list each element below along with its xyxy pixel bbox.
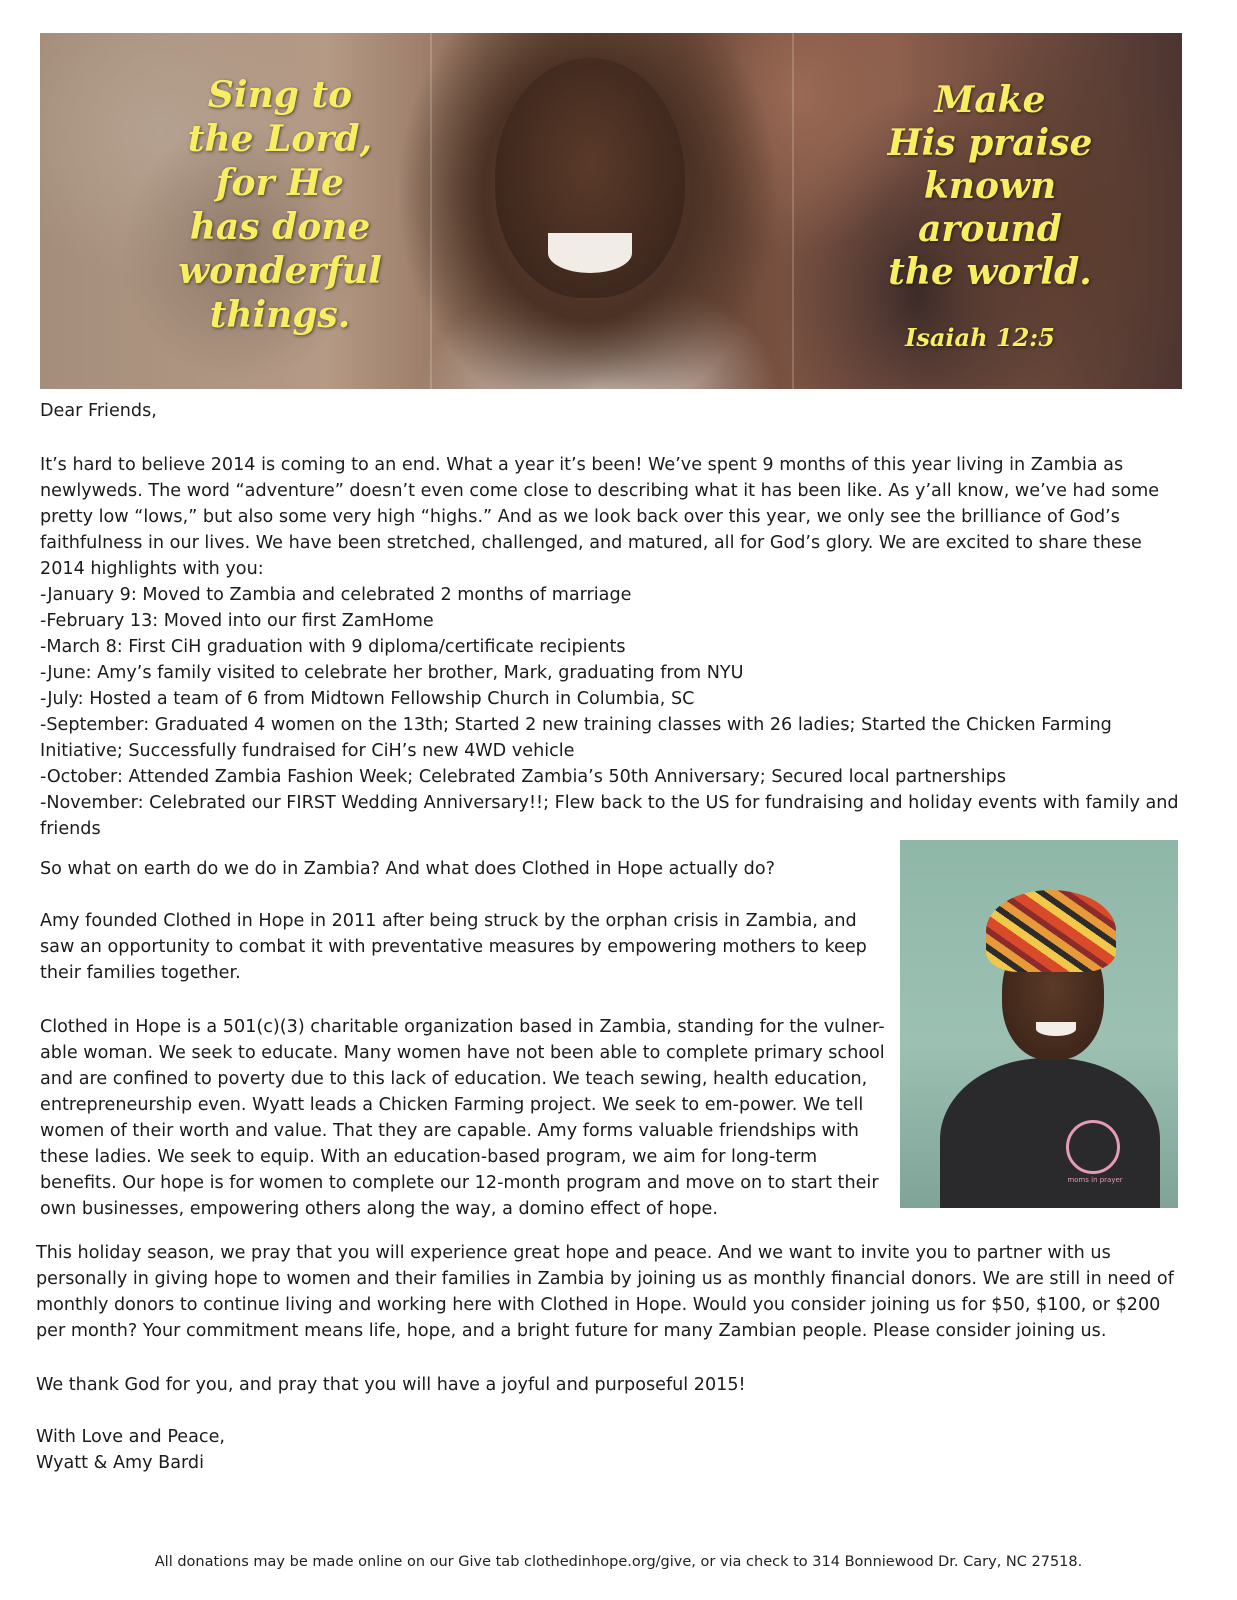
smile-shape [548, 233, 632, 273]
highlight-item: -March 8: First CiH graduation with 9 diploma/certificate recipients [40, 637, 626, 657]
highlights-list [40, 582, 1190, 842]
donation-ask-paragraph: This holiday season, we pray that you will experience great hope and peace. And we want to invite you to partner with us personally in giving hope to women and their families in Zambia by joining us as monthly financial donors. We are still in need of monthly donors to continue living and working here with Clothed in Hope. Would you consider joining us for $50, $100, or $200 per month? Your commitment means life, hope, and a bright future for many Zambian people. Please consider joining us. [36, 1243, 1174, 1341]
founding-paragraph: Amy founded Clothed in Hope in 2011 after being struck by the orphan crisis in Zambia, and saw an opportunity to combat it with preventative measures by empowering mothers to keep their families together. [40, 911, 867, 983]
banner-quote-left: Sing to the Lord, for He has done wonderful things. [178, 74, 382, 336]
question-paragraph: So what on earth do we do in Zambia? And what does Clothed in Hope actually do? [40, 859, 775, 879]
highlight-item: -October: Attended Zambia Fashion Week; Celebrated Zambia’s 50th Anniversary; Secured local partnerships [40, 767, 1006, 787]
letter-signature: With Love and Peace, Wyatt & Amy Bardi [36, 1427, 225, 1473]
highlight-item: -June: Amy’s family visited to celebrate her brother, Mark, graduating from NYU [40, 663, 744, 683]
mission-paragraph: Clothed in Hope is a 501(c)(3) charitable organization based in Zambia, standing for the vulner-able woman. We seek to educate. Many women have not been able to complete primary school and are confined to poverty due to this lack of education. We teach sewing, health education, entrepreneurship even. Wyatt leads a Chicken Farming project. We seek to em-power. We tell women of their worth and value. That they are capable. Amy forms valuable friendships with these ladies. We seek to equip. With an education-based program, we aim for long-term benefits. Our hope is for women to complete our 12-month program and move on to start their own businesses, empowering others along the way, a domino effect of hope. [40, 1017, 885, 1219]
footer-donation-info: All donations may be made online on our Give tab clothedinhope.org/give, or via check to 314 Bonniewood Dr. Cary, NC 27518. [154, 1554, 1083, 1570]
shirt-logo-text: moms in prayer [1067, 1176, 1123, 1184]
woman-portrait-photo [900, 840, 1178, 1208]
header-banner-photo [40, 33, 1182, 389]
smile-shape [1036, 1022, 1076, 1036]
thanks-paragraph: We thank God for you, and pray that you will have a joyful and purposeful 2015! [36, 1375, 746, 1395]
highlight-item: -July: Hosted a team of 6 from Midtown Fellowship Church in Columbia, SC [40, 689, 695, 709]
letter-intro-paragraph: It’s hard to believe 2014 is coming to an end. What a year it’s been! We’ve spent 9 months of this year living in Zambia as newlyweds. The word “adventure” doesn’t even come close to describing what it has been like. As y’all know, we’ve had some pretty low “lows,” but also some very high “highs.” And as we look back over this year, we only see the brilliance of God’s faithfulness in our lives. We have been stretched, challenged, and matured, all for God’s glory. We are excited to share these 2014 highlights with you: [40, 455, 1160, 579]
highlight-item: -January 9: Moved to Zambia and celebrated 2 months of marriage [40, 585, 632, 605]
highlight-item: -February 13: Moved into our first ZamHome [40, 611, 434, 631]
shirt-shape [940, 1058, 1160, 1208]
letter-greeting: Dear Friends, [40, 401, 157, 421]
banner-scripture-reference: Isaiah 12:5 [905, 323, 1055, 352]
head-wrap-shape [986, 890, 1116, 972]
banner-quote-right: Make His praise known around the world. [887, 79, 1093, 293]
banner-fold-line [792, 33, 794, 389]
shirt-logo-icon [1066, 1120, 1120, 1174]
highlight-item: -September: Graduated 4 women on the 13th; Started 2 new training classes with 26 ladies; Started the Chicken Farming Initiative; Successfully fundraised for CiH’s new 4WD vehicle [40, 715, 1112, 761]
highlight-item: -November: Celebrated our FIRST Wedding Anniversary!!; Flew back to the US for fundraising and holiday events with family and friends [40, 793, 1179, 839]
